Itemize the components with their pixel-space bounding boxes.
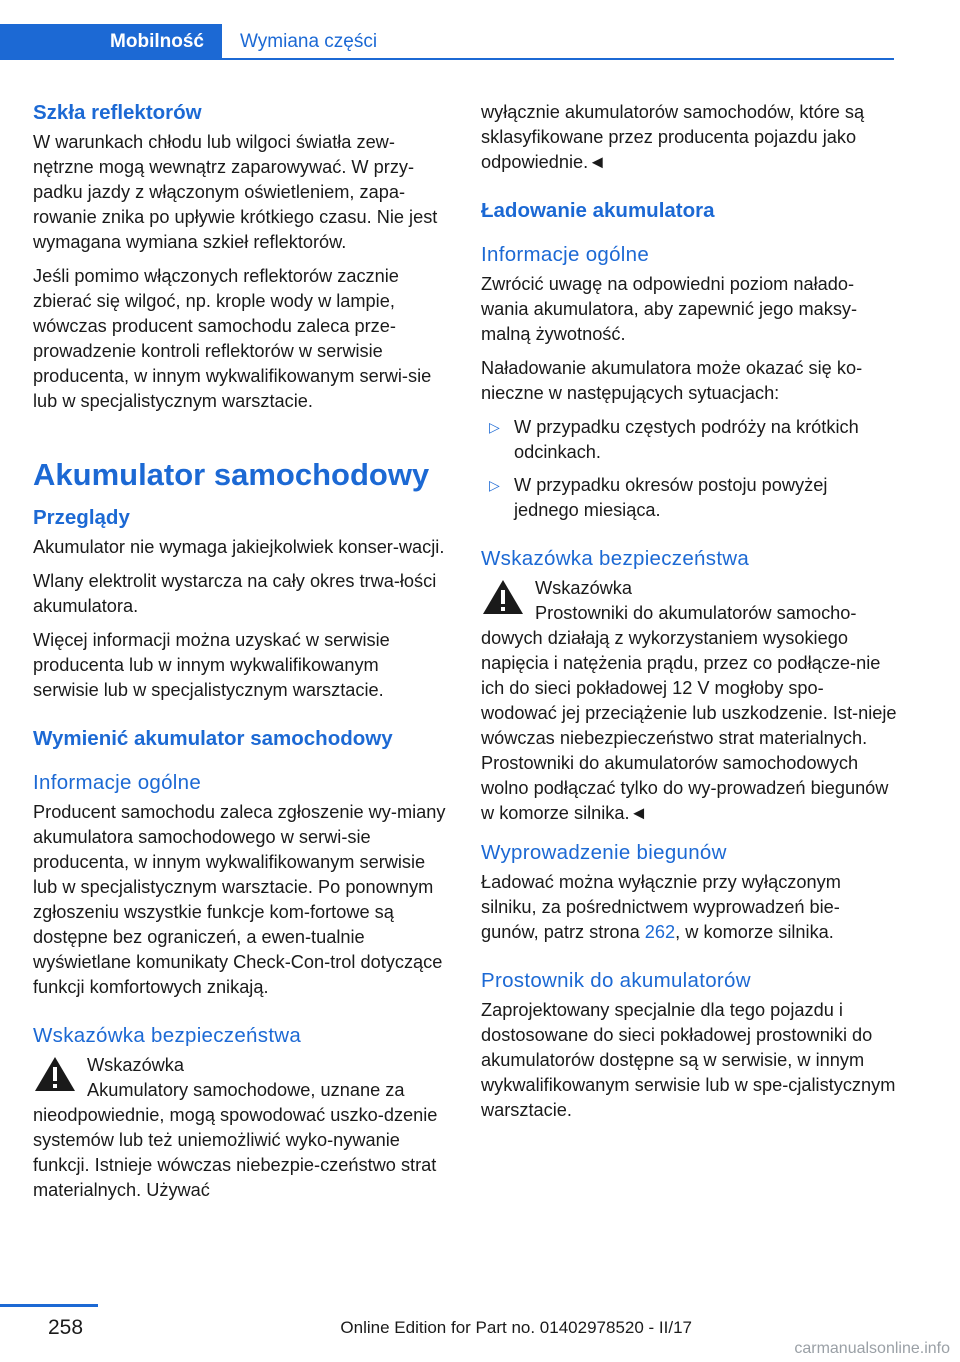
section-label: Mobilność: [110, 31, 204, 52]
poles-heading: Wyprowadzenie biegunów: [481, 841, 727, 864]
online-edition: Online Edition for Part no. 01402978520 - II/17: [340, 1318, 692, 1337]
footer-rule: [0, 1304, 98, 1307]
maintenance-paragraph-3: Więcej informacji można uzyskać w serwisie producenta lub w innym wykwalifikowanym serwisie lub w specjalistycznym warsztacie.: [33, 630, 390, 700]
charger-heading: Prostownik do akumulatorów: [481, 969, 751, 992]
watermark: carmanualsonline.info: [794, 1340, 950, 1357]
warning-triangle-icon: [33, 1055, 77, 1093]
headlamp-heading: Szkła reflektorów: [33, 101, 202, 124]
charging-paragraph-1: Zwrócić uwagę na odpowiedni poziom nałado-wania akumulatora, aby zapewnić jego maksy-malną żywotność.: [481, 274, 858, 344]
warning-triangle-icon: [481, 578, 525, 616]
headlamp-paragraph-2: Jeśli pomimo włączonych reflektorów zacznie zbierać się wilgoć, np. krople wody w lampie, wówczas producent samochodu zaleca prze-prowadzenie kontroli reflektorów w serwisie producenta, w innym wykwalifikowanym serwi-sie lub w specjalistycznym warsztacie.: [33, 266, 432, 411]
charging-situations-list: [481, 415, 897, 523]
charging-heading: Ładowanie akumulatora: [481, 199, 715, 222]
triangle-bullet-icon: ▷: [489, 477, 500, 493]
charger-paragraph: Zaprojektowany specjalnie dla tego pojazdu i dostosowane do sieci pokładowej prostowniki do akumulatorów dostępne są w serwisie, w innym wykwalifikowanym serwisie lub w spe-cjalistycznym warsztacie.: [481, 1000, 896, 1120]
charging-general-heading: Informacje ogólne: [481, 243, 650, 266]
charging-paragraph-2: Naładowanie akumulatora może okazać się ko-nieczne w następujących sytuacjach:: [481, 358, 863, 403]
warning-title: Wskazówka: [87, 1055, 185, 1075]
warning-text: Prostowniki do akumulatorów samocho-dowych działają z wykorzystaniem wysokiego napięcia i natężenia prądu, przez co podłącze-nie ich do sieci pokładowej 12 V mogłoby spo-wodować jej przeciążenie lub uszkodzenie. Ist-nieje wówczas niebezpieczeństwo strat materialnych. Prostowniki do akumulatorów samochodowych wolno podłączać tylko do wy-prowadzeń biegunów w komorze silnika.◄: [481, 603, 897, 823]
section-tab: [0, 24, 222, 60]
warning-title: Wskazówka: [535, 578, 633, 598]
left-column: [33, 100, 448, 1203]
continued-paragraph: wyłącznie akumulatorów samochodów, które są sklasyfikowane przez producenta pojazdu jako odpowiednie.◄: [481, 102, 865, 172]
battery-title: Akumulator samochodowy: [33, 457, 430, 492]
page-number: 258: [48, 1316, 84, 1339]
list-item: ▷ W przypadku okresów postoju powyżej jednego miesiąca.: [489, 475, 828, 520]
maintenance-paragraph-1: Akumulator nie wymaga jakiejkolwiek konser-wacji.: [33, 537, 445, 557]
charging-safety-heading: Wskazówka bezpieczeństwa: [481, 547, 750, 570]
general-info-paragraph: Producent samochodu zaleca zgłoszenie wy-miany akumulatora samochodowego w serwi-sie producenta, w innym wykwalifikowanym serwisie lub w specjalistycznym warsztacie. Po ponownym zgłoszeniu wszystkie funkcje kom-fortowe są dostępne bez ograniczeń, a ewen-tualnie wyświetlane komunikaty Check-Con-trol dotyczące funkcji komfortowych znikają.: [33, 802, 446, 997]
triangle-bullet-icon: ▷: [489, 419, 500, 435]
header-rule: [222, 58, 894, 60]
replace-battery-heading: Wymienić akumulator samochodowy: [33, 727, 393, 750]
poles-paragraph: Ładować można wyłącznie przy wyłączonym silniku, za pośrednictwem wyprowadzeń bie-gunów, patrz strona 262, w komorze silnika.: [481, 872, 841, 942]
warning-note: [481, 576, 897, 826]
warning-text: Akumulatory samochodowe, uznane za nieodpowiednie, mogą spowodować uszko-dzenie systemów lub też uniemożliwić wyko-nywanie funkcji. Istnieje wówczas niebezpie-czeństwo strat materialnych. Używać: [33, 1080, 438, 1200]
right-column: [481, 100, 897, 1132]
page-link[interactable]: 262: [644, 922, 676, 942]
headlamp-paragraph-1: W warunkach chłodu lub wilgoci światła zew-nętrzne mogą wewnątrz zaparowywać. W przy-padku jazdy z włączonym oświetleniem, zapa-rowanie znika po upływie krótkiego czasu. Nie jest wymagana wymiana szkieł reflektorów.: [33, 132, 438, 252]
warning-note: [33, 1053, 448, 1203]
list-item: ▷ W przypadku częstych podróży na krótkich odcinkach.: [489, 417, 859, 462]
maintenance-heading: Przeglądy: [33, 506, 130, 529]
subsection-label: Wymiana części: [240, 31, 378, 52]
safety-heading: Wskazówka bezpieczeństwa: [33, 1024, 302, 1047]
maintenance-paragraph-2: Wlany elektrolit wystarcza na cały okres trwa-łości akumulatora.: [33, 571, 437, 616]
general-info-heading: Informacje ogólne: [33, 771, 202, 794]
